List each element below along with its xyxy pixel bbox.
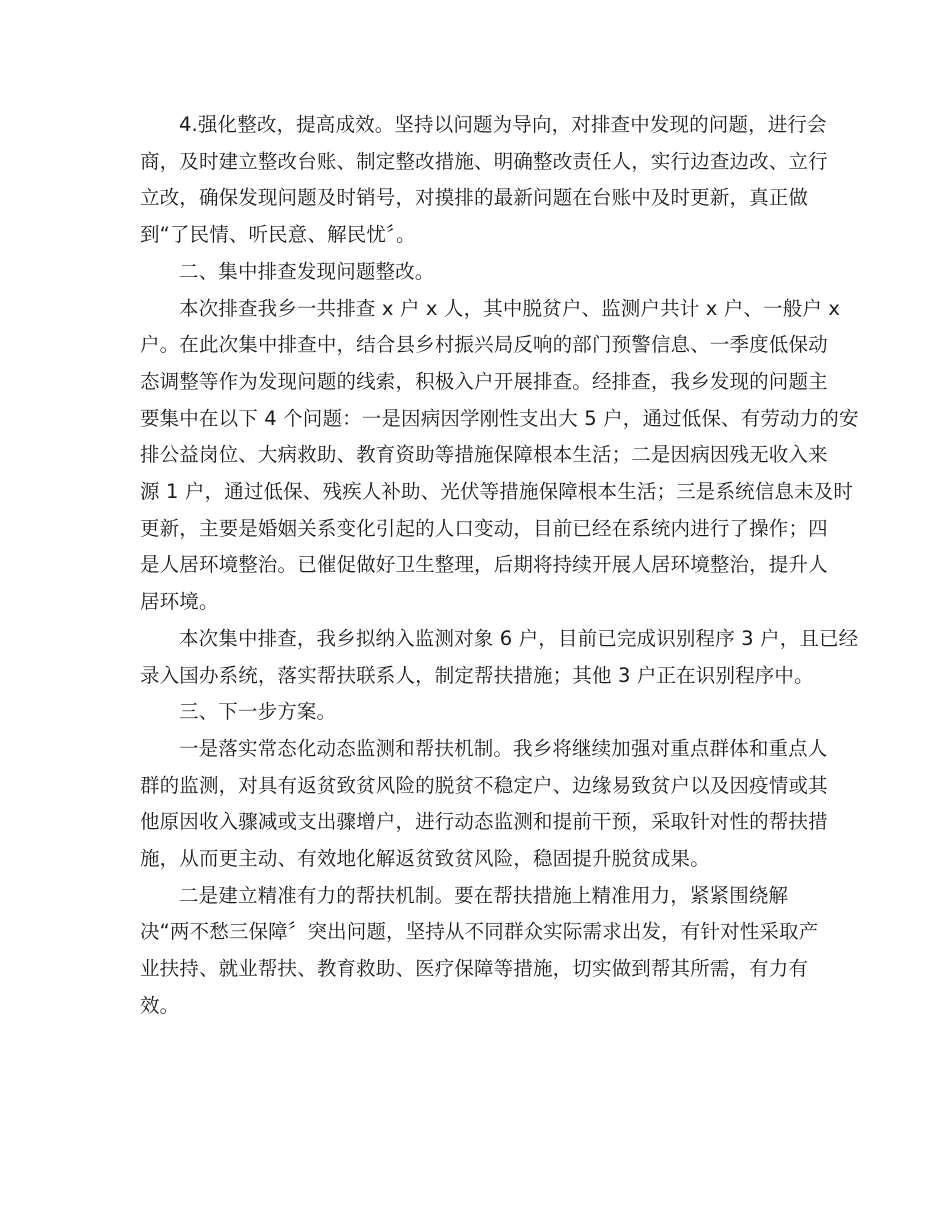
section-heading-3 xyxy=(140,694,812,731)
text-line: 更新，主要是婚姻关系变化引起的人口变动，目前已经在系统内进行了操作；四 xyxy=(140,516,828,540)
text-line: 决“两不愁三保障〞突出问题，坚持从不同群众实际需求出发，有针对性采取产 xyxy=(140,920,819,944)
text-line: 商，及时建立整改台账、制定整改措施、明确整改责任人，实行边查边改、立行 xyxy=(140,149,828,173)
text-line: 态调整等作为发现问题的线索，积极入户开展排查。经排查，我乡发现的问题主 xyxy=(140,369,828,393)
text-line: 一是落实常态化动态监测和帮扶机制。我乡将继续加强对重点群体和重点人 xyxy=(179,736,828,760)
document-body xyxy=(140,107,859,1025)
text-line: 排公益岗位、大病救助、教育资助等措施保障根本生活；二是因病因残无收入来 xyxy=(140,443,828,467)
paragraph-plan-monitoring xyxy=(140,731,828,878)
paragraph-plan-assistance xyxy=(140,878,819,1025)
text-line: 群的监测，对具有返贫致贫风险的脱贫不稳定户、边缘易致贫户以及因疫情或其 xyxy=(140,773,828,797)
text-line: 二是建立精准有力的帮扶机制。要在帮扶措施上精准用力，紧紧围绕解 xyxy=(179,883,789,907)
text-line: 源 1 户，通过低保、残疾人补助、光伏等措施保障根本生活；三是系统信息未及时 xyxy=(140,480,854,504)
text-line: 业扶持、就业帮扶、教育救助、医疗保障等措施，切实做到帮其所需，有力有 xyxy=(140,957,809,981)
paragraph-rectification xyxy=(140,107,828,254)
text-line: 效。 xyxy=(140,993,180,1017)
paragraph-survey-results xyxy=(140,291,859,621)
text-line: 立改，确保发现问题及时销号，对摸排的最新问题在台账中及时更新，真正做 xyxy=(140,186,809,210)
text-line: 施，从而更主动、有效地化解返贫致贫风险，稳固提升脱贫成果。 xyxy=(140,847,710,871)
text-line: 录入国办系统，落实帮扶联系人，制定帮扶措施；其他 3 户正在识别程序中。 xyxy=(140,663,814,687)
text-line: 他原因收入骤减或支出骤增户，进行动态监测和提前干预，采取针对性的帮扶措 xyxy=(140,810,828,834)
heading-text: 三、下一步方案。 xyxy=(179,700,337,724)
text-line: 本次集中排查，我乡拟纳入监测对象 6 户，目前已完成识别程序 3 户，且已经 xyxy=(179,626,859,650)
text-line: 是人居环境整治。已催促做好卫生整理，后期将持续开展人居环境整治，提升人 xyxy=(140,553,828,577)
text-line: 要集中在以下 4 个问题：一是因病因学刚性支出大 5 户，通过低保、有劳动力的安 xyxy=(140,406,859,430)
text-line: 到“了民情、听民意、解民忧〞。 xyxy=(140,223,416,247)
section-heading-2 xyxy=(140,254,812,291)
text-line: 4.强化整改，提高成效。坚持以问题为导向，对排查中发现的问题，进行会 xyxy=(179,113,827,136)
text-line: 户。在此次集中排查中，结合县乡村振兴局反响的部门预警信息、一季度低保动 xyxy=(140,333,828,357)
text-line: 居环境。 xyxy=(140,590,219,614)
heading-text: 二、集中排查发现问题整改。 xyxy=(179,259,435,283)
text-line: 本次排查我乡一共排查 x 户 x 人，其中脱贫户、监测户共计 x 户、一般户 x xyxy=(179,296,841,320)
paragraph-monitoring-targets xyxy=(140,621,859,694)
